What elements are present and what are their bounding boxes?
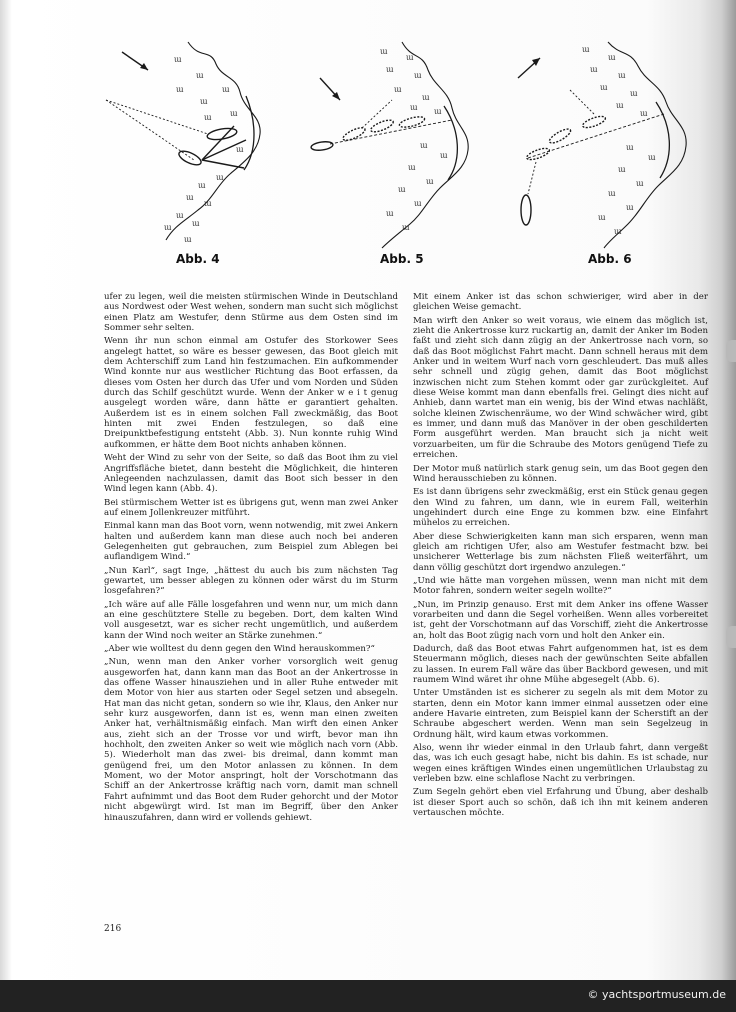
svg-text:ɯ: ɯ <box>386 65 394 74</box>
paragraph: Der Motor muß natürlich stark genug sein, um das Boot gegen den Wind herausschieben zu können. <box>413 463 708 484</box>
page-edge-tab <box>726 340 736 362</box>
svg-text:ɯ: ɯ <box>618 165 626 174</box>
figure-caption-5: Abb. 5 <box>380 252 424 266</box>
text-column-right <box>413 292 708 822</box>
svg-text:ɯ: ɯ <box>176 85 184 94</box>
svg-text:ɯ: ɯ <box>386 209 394 218</box>
svg-text:ɯ: ɯ <box>184 235 192 244</box>
svg-text:ɯ: ɯ <box>216 173 224 182</box>
svg-text:ɯ: ɯ <box>648 153 656 162</box>
svg-text:ɯ: ɯ <box>236 145 244 154</box>
figure-abb-6 <box>500 30 700 250</box>
svg-text:ɯ: ɯ <box>402 223 410 232</box>
svg-text:ɯ: ɯ <box>186 193 194 202</box>
svg-text:ɯ: ɯ <box>440 151 448 160</box>
svg-text:ɯ: ɯ <box>398 185 406 194</box>
svg-text:ɯ: ɯ <box>204 199 212 208</box>
svg-text:ɯ: ɯ <box>380 47 388 56</box>
figure-abb-5 <box>302 30 487 250</box>
reed-symbols <box>582 45 656 236</box>
figure-abb-4 <box>104 30 289 250</box>
svg-text:ɯ: ɯ <box>608 53 616 62</box>
paragraph: „Nun Karl“, sagt Inge, „hättest du auch bis zum nächsten Tag gewartet, um besser ablegen zu können oder wärst du im Sturm losgefahren?“ <box>104 565 398 597</box>
reed-symbols <box>380 47 448 232</box>
svg-text:ɯ: ɯ <box>406 53 414 62</box>
svg-text:ɯ: ɯ <box>198 181 206 190</box>
svg-text:ɯ: ɯ <box>196 71 204 80</box>
paragraph: Aber diese Schwierigkeiten kann man sich ersparen, wenn man gleich am richtigen Ufer, also am Westufer festmacht bzw. bei unsicherer Wetterlage bis zum nächsten Fließ weiterfährt, um dann völlig geschützt dort irgendwo anzulegen.“ <box>413 531 708 573</box>
svg-text:ɯ: ɯ <box>192 219 200 228</box>
paragraph: Es ist dann übrigens sehr zweckmäßig, erst ein Stück genau gegen den Wind zu fahren, um dann, wie in eurem Fall, weiterhin ungehindert durch eine Enge zu kommen bzw. eine Einfahrt mühelos zu erreichen. <box>413 487 708 529</box>
paragraph: Weht der Wind zu sehr von der Seite, so daß das Boot ihm zu viel Angriffsfläche bietet, dann besteht die Möglichkeit, die hinteren Anlegeenden nachzulassen, damit das Boot sich besser in den Wind legen kann (Abb. 4). <box>104 453 398 495</box>
svg-text:ɯ: ɯ <box>434 107 442 116</box>
page-number: 216 <box>104 924 122 934</box>
svg-text:ɯ: ɯ <box>222 85 230 94</box>
paragraph: „Und wie hätte man vorgehen müssen, wenn man nicht mit dem Motor fahren, sondern weiter segeln wollte?“ <box>413 575 708 597</box>
svg-text:ɯ: ɯ <box>204 113 212 122</box>
paragraph: Man wirft den Anker so weit voraus, wie einem das möglich ist, zieht die Ankertrosse kurz ruckartig an, damit der Anker im Boden faßt und zieht sich dann zügig an der Ankertrosse nach vorn, so daß das Boot möglichst Fahrt macht. Dann schnell heraus mit dem Anker und in weitem Wurf nach vorn geschleudert. Das muß alles sehr schnell und zügig gehen, damit das Boot möglichst inzwischen nicht zum Stehen kommt oder gar zurückgleitet. Auf diese Weise kommt man dann ebenfalls frei. Gelingt dies nicht auf Anhieb, dann wartet man ein wenig, bis der Wind etwas nachläßt, solche kleinen Zwischenräume, wo der Wind schwächer wird, gibt es immer, und dann muß das Manöver in der oben geschilderten Form ausgeführt werden. Man braucht sich ja nicht weit vorzuarbeiten, um für die Schraube des Motors genügend Tiefe zu erreichen. <box>413 315 708 461</box>
paragraph: Mit einem Anker ist das schon schwieriger, wird aber in der gleichen Weise gemacht. <box>413 292 708 313</box>
figure-caption-4: Abb. 4 <box>176 252 220 266</box>
svg-text:ɯ: ɯ <box>626 143 634 152</box>
svg-text:ɯ: ɯ <box>636 179 644 188</box>
paragraph: Dadurch, daß das Boot etwas Fahrt aufgenommen hat, ist es dem Steuermann möglich, dieses nach der gewünschten Seite abfallen zu lassen. In eurem Fall wäre das über Backbord gewesen, und mit raumem Wind wäret ihr ohne Mühe abgesegelt (Abb. 6). <box>413 644 708 686</box>
svg-text:ɯ: ɯ <box>590 65 598 74</box>
figure-caption-6: Abb. 6 <box>588 252 632 266</box>
page-edge-tab <box>726 626 736 648</box>
boat-start <box>311 141 334 152</box>
svg-text:ɯ: ɯ <box>640 109 648 118</box>
svg-text:ɯ: ɯ <box>420 141 428 150</box>
paragraph: „Nun, im Prinzip genauso. Erst mit dem Anker ins offene Wasser vorarbeiten und dann die Segel vorheißen. Wenn alles vorbereitet ist, geht der Vorschotmann auf das Vorschiff, zieht die Ankertrosse an, holt das Boot zügig nach vorn und holt den Anker ein. <box>413 599 708 641</box>
svg-text:ɯ: ɯ <box>422 93 430 102</box>
footer-bar <box>0 980 736 1012</box>
text-column-left <box>104 292 398 826</box>
paragraph: „Aber wie wolltest du denn gegen den Wind herauskommen?“ <box>104 644 375 654</box>
svg-text:ɯ: ɯ <box>600 83 608 92</box>
svg-text:ɯ: ɯ <box>616 101 624 110</box>
boat-end <box>521 195 531 225</box>
svg-text:ɯ: ɯ <box>626 203 634 212</box>
svg-text:ɯ: ɯ <box>426 177 434 186</box>
paragraph: ufer zu legen, weil die meisten stürmischen Winde in Deutschland aus Nordwest oder West wehen, sondern man sucht sich möglichst einen Platz am Westufer, denn Stürme aus dem Osten sind im Sommer sehr selten. <box>104 292 398 334</box>
boat-position-2 <box>177 148 203 167</box>
svg-text:ɯ: ɯ <box>408 163 416 172</box>
paragraph: Unter Umständen ist es sicherer zu segeln als mit dem Motor zu starten, denn ein Motor kann immer einmal aussetzen oder eine andere Havarie eintreten, zum Beispiel kann der Scherstift an der Schraube abgeschert werden. Wenn man sein Segelzeug in Ordnung hält, wird kaum etwas vorkommen. <box>413 688 708 740</box>
svg-text:ɯ: ɯ <box>230 109 238 118</box>
svg-text:ɯ: ɯ <box>598 213 606 222</box>
svg-text:ɯ: ɯ <box>410 103 418 112</box>
paragraph: Wenn ihr nun schon einmal am Ostufer des Storkower Sees angelegt hattet, so wäre es besser gewesen, das Boot gleich mit dem Achterschiff zum Land hin festzumachen. Ein aufkommender Wind konnte nur aus westlicher Richtung das Boot erfassen, da dieses vom Osten her durch das Ufer und vom Norden und Süden durch das Schilf geschützt wurde. Wenn der Anker w e i t genug ausgelegt worden wäre, dann hätte er garantiert gehalten. Außerdem ist es in einem solchen Fall zweckmäßig, das Boot hinten mit zwei Enden festzulegen, so daß eine Dreipunktbefestigung entsteht (Abb. 3). Nun konnte ruhig Wind aufkommen, er hätte dem Boot nichts anhaben können. <box>104 336 398 450</box>
paragraph: Zum Segeln gehört eben viel Erfahrung und Übung, aber deshalb ist dieser Sport auch so schön, daß ich ihn mit keinem anderen vertauschen möchte. <box>413 787 708 819</box>
reed-symbols <box>164 55 244 244</box>
svg-text:ɯ: ɯ <box>630 89 638 98</box>
svg-text:ɯ: ɯ <box>164 223 172 232</box>
paragraph: „Nun, wenn man den Anker vorher vorsorglich weit genug ausgeworfen hat, dann kann man das Boot an der Ankertrosse in das offene Wasser hinausziehen und in aller Ruhe entweder mit dem Motor von hier aus starten oder Segel setzen und absegeln. Hat man das nicht getan, sondern so wie ihr, Klaus, den Anker nur sehr kurz ausgeworfen, dann ist es, wenn man einen zweiten Anker hat, verhältnismäßig einfach. Man wirft den einen Anker aus, zieht sich an der Trosse vor und wirft, bevor man ihn hochholt, den zweiten Anker so weit wie möglich nach vorn (Abb. 5). Wiederholt man das zwei- bis dreimal, dann kommt man genügend frei, um den Motor anlassen zu können. In dem Moment, wo der Motor anspringt, holt der Vorschotmann das Schiff an der Ankertrosse kräftig nach vorn, damit man schnell Fahrt aufnimmt und das Boot dem Ruder gehorcht und der Motor nicht abgewürgt wird. Ist man im Begriff, über den Anker hinauszufahren, dann wird er vollends gehiewt. <box>104 657 398 823</box>
svg-text:ɯ: ɯ <box>176 211 184 220</box>
svg-text:ɯ: ɯ <box>414 71 422 80</box>
paragraph: Einmal kann man das Boot vorn, wenn notwendig, mit zwei Ankern halten und außerdem kann man diese auch noch bei anderen Gelegenheiten gut gebrauchen, zum Beispiel zum Ablegen bei auflandigem Wind.“ <box>104 521 398 563</box>
svg-text:ɯ: ɯ <box>394 85 402 94</box>
watermark: © yachtsportmuseum.de <box>587 988 726 1001</box>
svg-text:ɯ: ɯ <box>582 45 590 54</box>
svg-text:ɯ: ɯ <box>200 97 208 106</box>
svg-text:ɯ: ɯ <box>414 199 422 208</box>
svg-text:ɯ: ɯ <box>608 189 616 198</box>
paragraph: „Ich wäre auf alle Fälle losgefahren und wenn nur, um mich dann an eine geschütztere Stelle zu begeben. Dort, dem kalten Wind voll ausgesetzt, war es sicher recht ungemütlich, und außerdem kann der Wind noch weiter an Stärke zunehmen.“ <box>104 599 398 641</box>
paragraph: Also, wenn ihr wieder einmal in den Urlaub fahrt, dann vergeßt das, was ich euch gesagt habe, nicht bis dahin. Es ist schade, nur wegen eines kräftigen Windes einen ungemütlichen Urlaubstag zu verleben bzw. eine schlaflose Nacht zu verbringen. <box>413 743 708 785</box>
shoreline <box>604 42 686 248</box>
svg-text:ɯ: ɯ <box>618 71 626 80</box>
paragraph: Bei stürmischem Wetter ist es übrigens gut, wenn man zwei Anker auf einem Jollenkreuzer mitführt. <box>104 497 398 518</box>
svg-text:ɯ: ɯ <box>174 55 182 64</box>
anchor-arc <box>244 96 254 170</box>
anchor-arc <box>656 102 669 178</box>
svg-text:ɯ: ɯ <box>614 227 622 236</box>
